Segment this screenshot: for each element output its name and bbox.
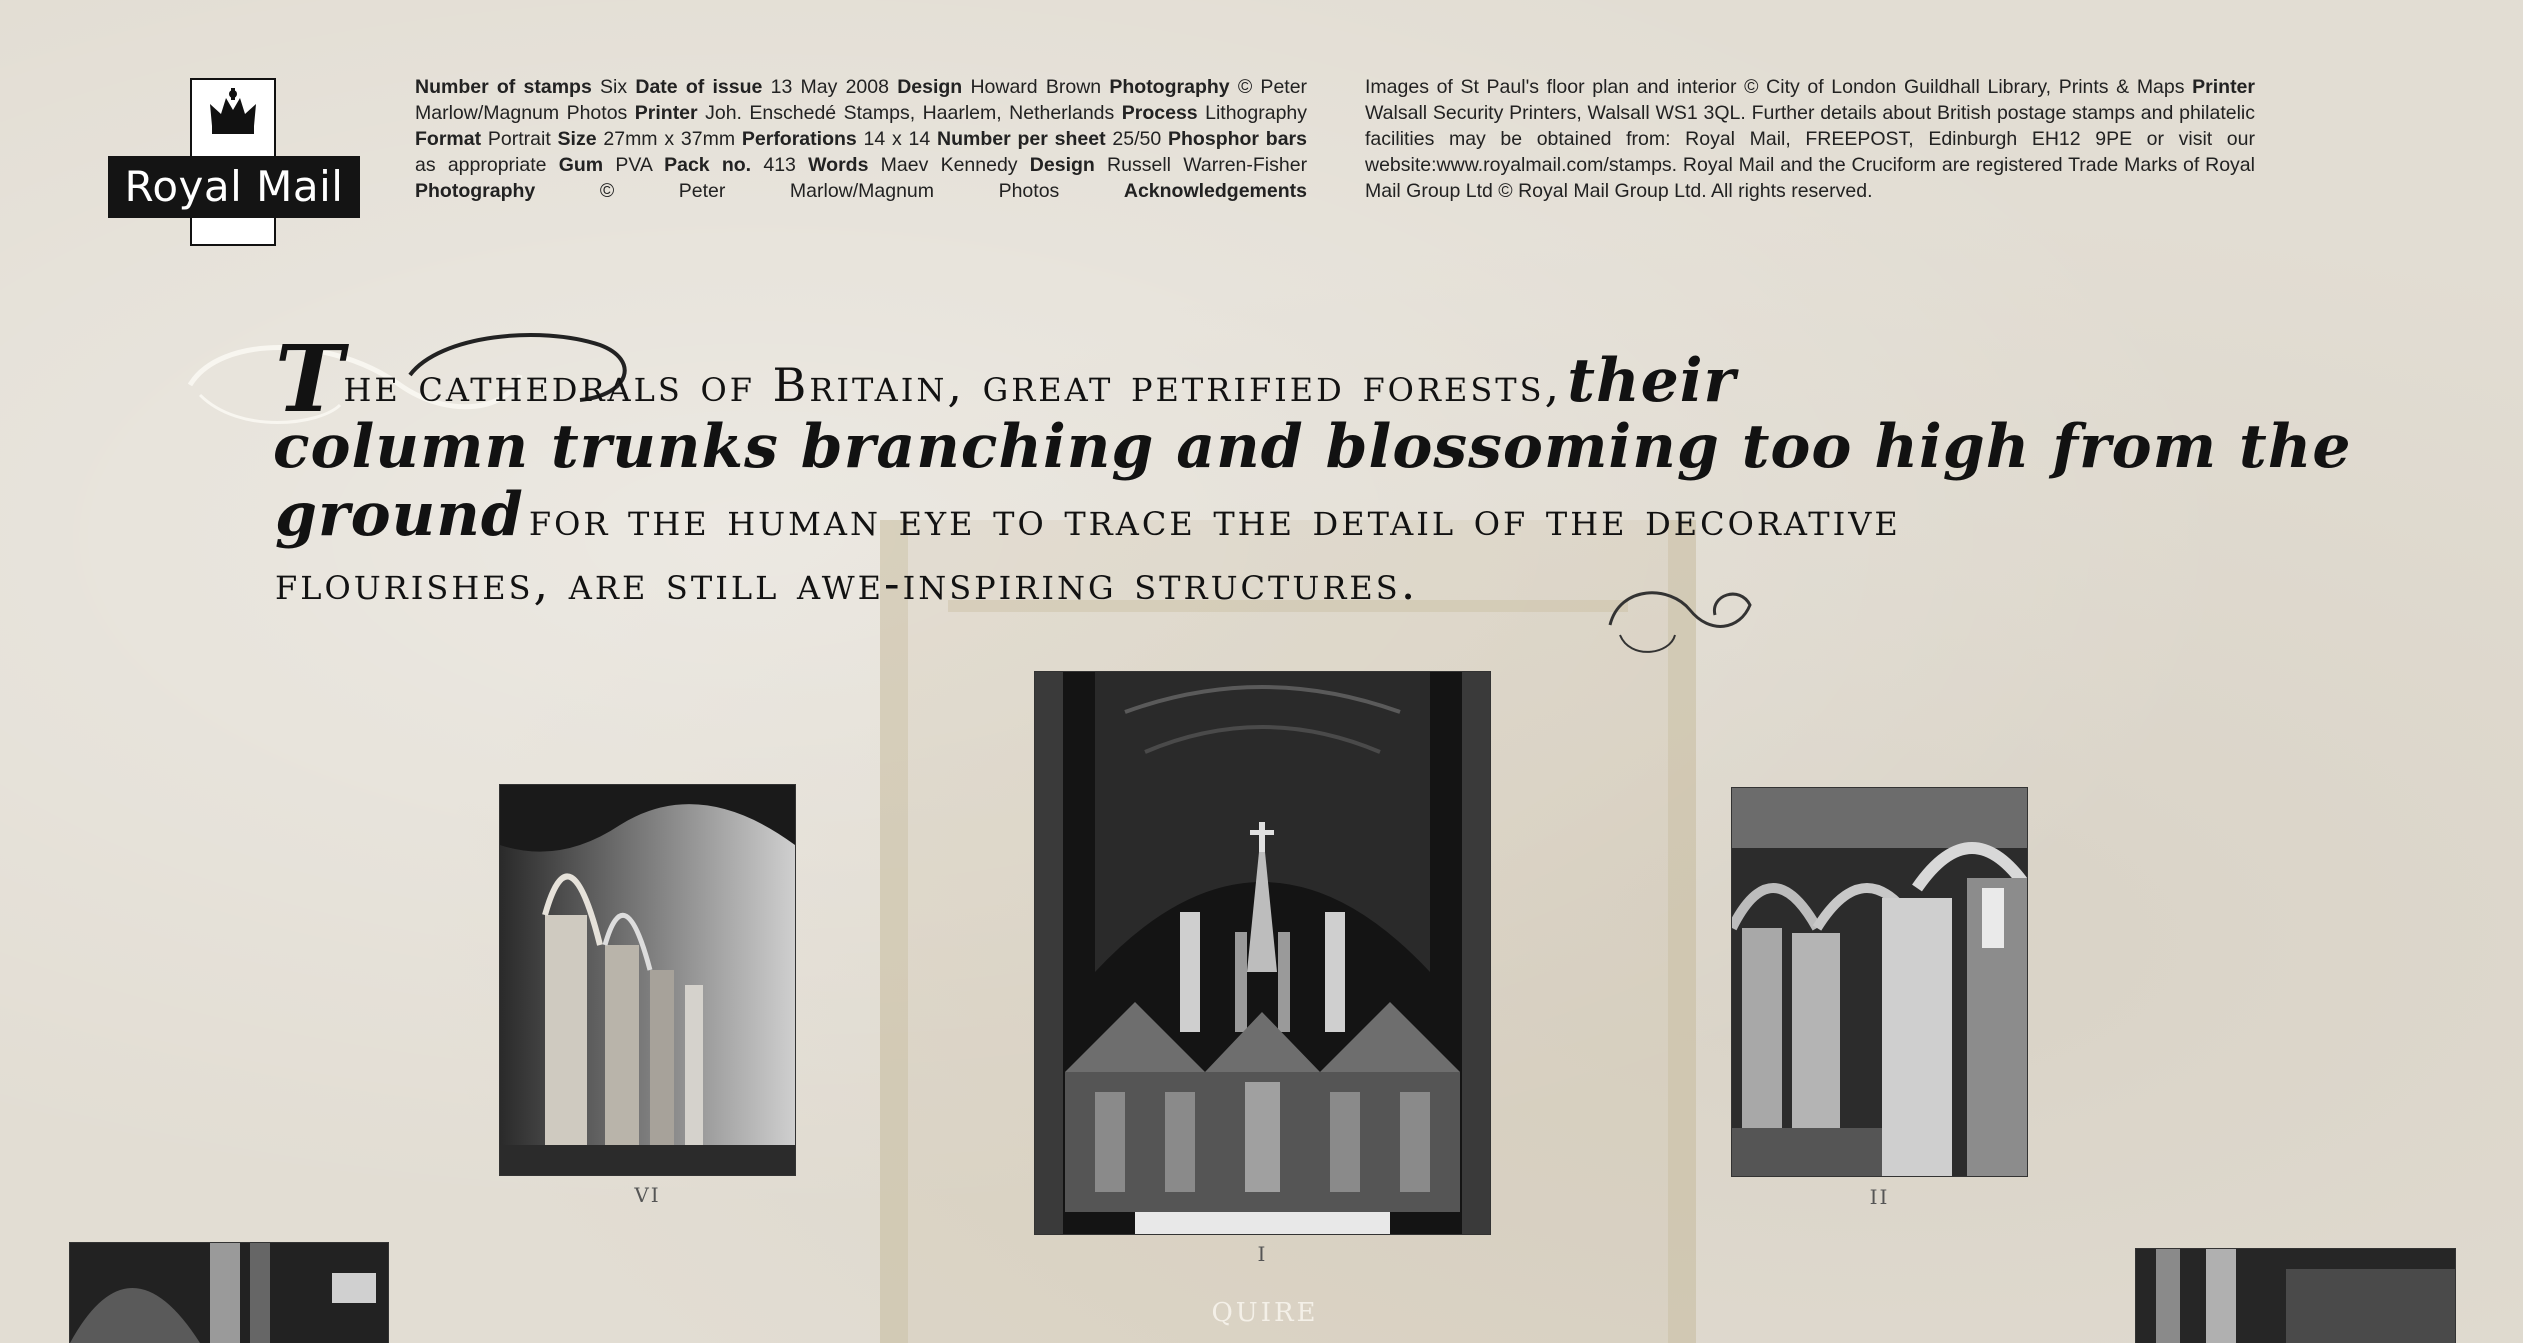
quote-l1-blackletter: their	[1567, 346, 1737, 416]
detail-value: © Peter Marlow/Magnum Photos	[599, 180, 1060, 202]
quote-l3-smallcaps: for the human eye to trace the detail of the decorative	[528, 492, 1901, 546]
quote-l2-blackletter: column trunks branching and blossoming too high from the	[273, 412, 2352, 482]
detail-label: Acknowledgements	[1123, 180, 1307, 202]
credits-text-1: Images of St Paul's floor plan and interior © City of London Guildhall Library, Prints & Maps	[1365, 76, 2185, 98]
detail-label: Photography	[415, 180, 536, 202]
credits-printer-label: Printer	[2192, 76, 2255, 98]
stamp-photo-i[interactable]	[1035, 672, 1490, 1234]
romanesque-arches-image	[1732, 788, 2027, 1176]
detail-label: Design	[897, 76, 963, 98]
detail-value: 13 May 2008	[770, 76, 889, 98]
detail-value: 14 x 14	[863, 128, 931, 150]
stamp-photo-partial-left[interactable]	[70, 1243, 388, 1343]
royal-mail-logo	[108, 78, 360, 248]
detail-value: Howard Brown	[970, 76, 1102, 98]
quote-line-4	[275, 549, 2253, 617]
quote-line-1	[275, 325, 2253, 433]
cathedral-quote	[273, 325, 2352, 617]
detail-label: Format	[415, 128, 482, 150]
credits-text-2: Walsall Security Printers, Walsall WS1 3QL. Further details about British postage stamps and philatelic facilities may be obtained from: Royal Mail, FREEPOST, Edinburgh EH12 9PE or visit our website:www.royalmail.com/stamps. Royal Mail and the Cruciform are registered Trade Marks of Royal Mail Group Ltd © Royal Mail Group Ltd. All rights reserved.	[1365, 102, 2255, 202]
detail-value: 413	[763, 154, 796, 176]
credits-text	[1365, 74, 2255, 204]
crown-icon	[204, 86, 262, 144]
quote-l3-blackletter: ground	[275, 480, 524, 550]
quote-l1-smallcaps: he cathedrals of Britain, great petrified forests,	[343, 358, 1563, 412]
stamp-caption-ii: II	[1869, 1185, 1890, 1209]
logo-text: Royal Mail	[108, 156, 360, 218]
stamp-caption-vi: VI	[634, 1183, 661, 1207]
detail-label: Gum	[558, 154, 604, 176]
detail-label: Photography	[1109, 76, 1230, 98]
quote-l4-smallcaps: flourishes, are still awe-inspiring structures.	[275, 556, 1419, 610]
stamp-photo-partial-right[interactable]	[2136, 1249, 2455, 1343]
altar-screen-image	[1035, 672, 1490, 1234]
quire-label: QUIRE	[1211, 1298, 1319, 1328]
detail-value: Russell Warren-Fisher	[1107, 154, 1308, 176]
detail-label: Perforations	[741, 128, 857, 150]
detail-label: Design	[1029, 154, 1095, 176]
detail-value: Six	[600, 76, 628, 98]
quote-line-3	[275, 481, 2253, 549]
detail-label: Words	[808, 154, 869, 176]
detail-value: © Peter Marlow/Magnum Photos	[415, 76, 1308, 124]
detail-value: Lithography	[1205, 102, 1308, 124]
detail-value: PVA	[615, 154, 652, 176]
detail-label: Number per sheet	[937, 128, 1106, 150]
stamp-photo-vi[interactable]	[500, 785, 795, 1175]
detail-label: Date of issue	[635, 76, 763, 98]
detail-value: Maev Kennedy	[880, 154, 1018, 176]
detail-label: Phosphor bars	[1168, 128, 1307, 150]
detail-label: Printer	[634, 102, 698, 124]
nave-columns-image	[500, 785, 795, 1175]
stamp-photo-ii[interactable]	[1732, 788, 2027, 1176]
detail-label: Number of stamps	[415, 76, 592, 98]
partial-interior-image-left	[70, 1243, 388, 1343]
detail-label: Pack no.	[664, 154, 752, 176]
detail-value: 27mm x 37mm	[603, 128, 736, 150]
quote-drop-cap: T	[275, 325, 344, 433]
detail-value: Joh. Enschedé Stamps, Haarlem, Netherlands	[705, 102, 1115, 124]
partial-interior-image-right	[2136, 1249, 2455, 1343]
detail-label: Process	[1121, 102, 1198, 124]
detail-value: 25/50	[1112, 128, 1162, 150]
stamp-caption-i: I	[1257, 1242, 1268, 1266]
detail-value: as appropriate	[415, 154, 547, 176]
detail-value: Portrait	[487, 128, 551, 150]
quote-line-2	[273, 412, 2352, 482]
stamp-details-text	[415, 74, 1307, 204]
detail-label: Size	[557, 128, 597, 150]
